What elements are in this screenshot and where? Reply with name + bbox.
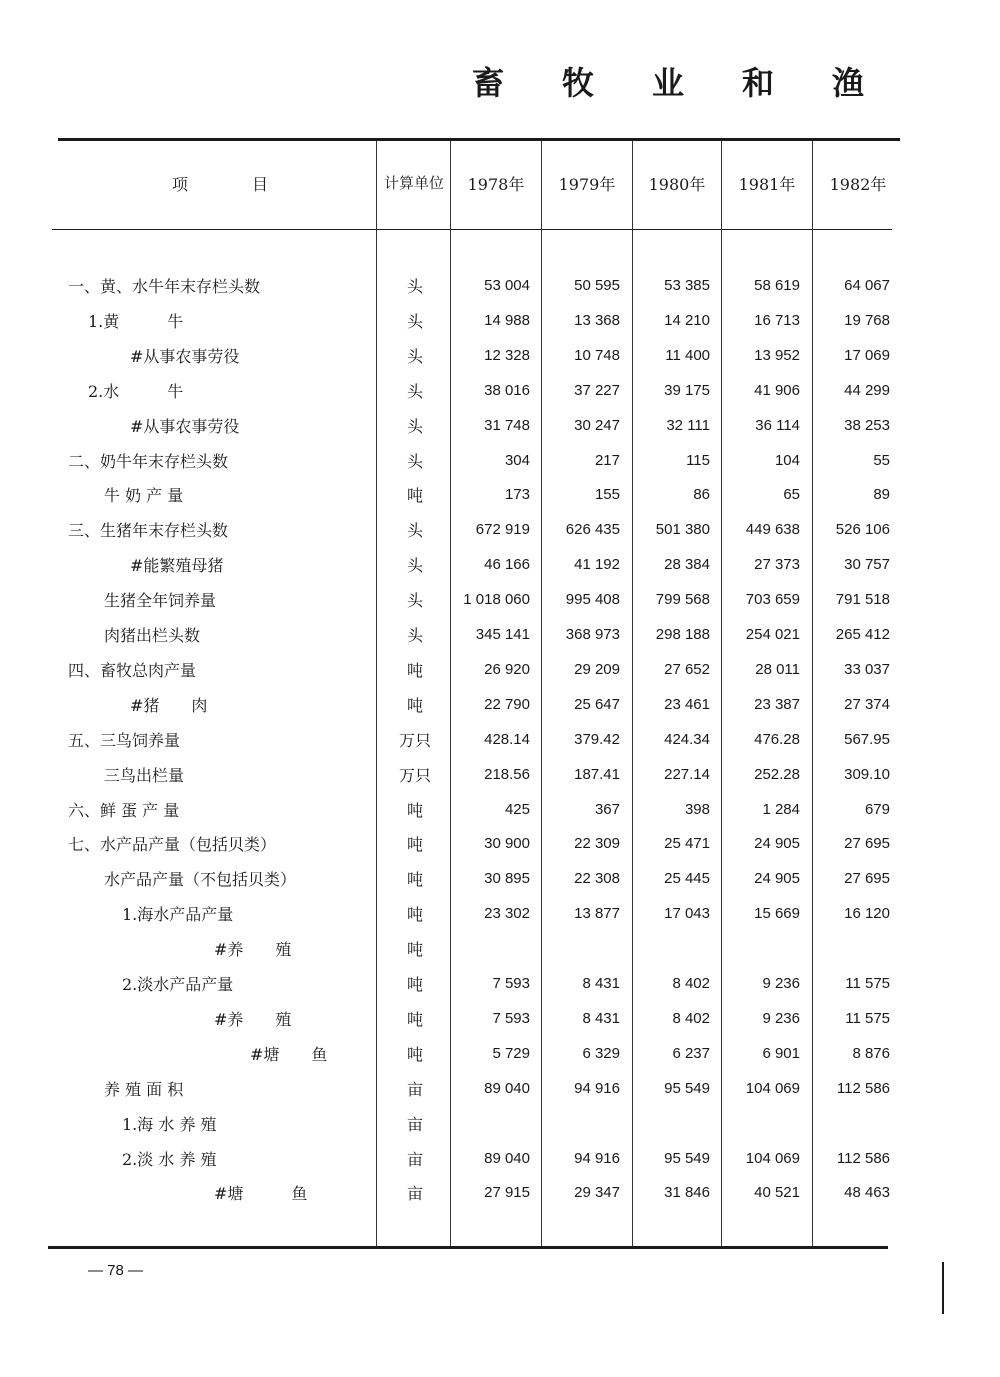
- row-value: 22 309: [574, 835, 620, 853]
- title-char: 和: [742, 64, 775, 102]
- row-unit: 吨: [406, 1009, 423, 1029]
- table-row: [0, 763, 1000, 798]
- row-value: 428.14: [484, 730, 530, 748]
- row-value: 476.28: [754, 730, 800, 748]
- row-label: 肉猪出栏头数: [104, 626, 201, 645]
- row-value: 86: [693, 486, 710, 504]
- row-value: 16 120: [844, 905, 890, 923]
- row-label: 1.海水产品产量: [122, 905, 234, 925]
- row-value: 227.14: [664, 765, 710, 783]
- row-value: 104 069: [745, 1079, 800, 1097]
- row-unit: 亩: [406, 1114, 423, 1134]
- row-unit: 亩: [406, 1149, 423, 1169]
- row-value: 13 952: [754, 346, 800, 364]
- row-label: #能繁殖母猪: [130, 556, 224, 576]
- row-value: 672 919: [475, 521, 530, 539]
- row-value: 8 431: [582, 975, 620, 992]
- row-value: 254 021: [745, 626, 800, 643]
- row-value: 27 652: [664, 660, 710, 678]
- row-value: 89 040: [484, 1079, 530, 1097]
- row-value: 27 695: [844, 835, 890, 853]
- table-row: [0, 937, 1000, 972]
- title-char: 业: [652, 64, 685, 102]
- row-value: 14 210: [664, 311, 710, 329]
- row-value: 65: [783, 486, 800, 504]
- row-value: 38 253: [844, 416, 890, 434]
- row-value: 31 846: [664, 1184, 710, 1202]
- row-value: 22 790: [484, 695, 530, 713]
- row-unit: 吨: [406, 486, 423, 506]
- row-value: 95 549: [664, 1149, 710, 1167]
- row-value: 16 713: [754, 311, 800, 329]
- row-value: 58 619: [754, 277, 800, 294]
- row-unit: 头: [406, 346, 423, 366]
- row-value: 298 188: [655, 626, 710, 643]
- row-label: 水产品产量（不包括贝类）: [104, 870, 297, 890]
- row-value: 41 192: [574, 556, 620, 574]
- table-row: [0, 658, 1000, 693]
- row-label: #塘 鱼: [214, 1184, 308, 1204]
- row-value: 26 920: [484, 660, 530, 678]
- header-item: 项 目: [171, 175, 268, 194]
- table-row: [0, 483, 1000, 518]
- header-unit: 计算单位: [383, 174, 444, 192]
- row-value: 53 385: [664, 277, 710, 294]
- table-row: [0, 902, 1000, 937]
- row-value: 23 461: [664, 695, 710, 713]
- row-value: 104 069: [745, 1149, 800, 1167]
- row-value: 703 659: [745, 591, 800, 609]
- row-unit: 头: [406, 451, 423, 471]
- row-value: 9 236: [762, 1009, 800, 1027]
- row-value: 9 236: [762, 975, 800, 992]
- row-value: 27 695: [844, 870, 890, 888]
- row-value: 19 768: [844, 311, 890, 329]
- table-top-rule: [58, 138, 900, 141]
- row-value: 12 328: [484, 346, 530, 364]
- row-value: 115: [686, 451, 710, 469]
- title-char: 牧: [562, 64, 595, 102]
- row-value: 29 347: [574, 1184, 620, 1202]
- table-row: [0, 1112, 1000, 1147]
- row-value: 17 043: [664, 905, 710, 923]
- row-label: 三鸟出栏量: [104, 765, 185, 785]
- row-value: 309.10: [844, 765, 890, 783]
- row-value: 94 916: [574, 1079, 620, 1097]
- row-value: 8 431: [582, 1009, 620, 1027]
- row-value: 11 575: [845, 1009, 890, 1027]
- page-title: [472, 58, 922, 104]
- row-value: 626 435: [565, 521, 620, 539]
- row-value: 304: [504, 451, 530, 469]
- row-value: 367: [594, 800, 620, 818]
- row-value: 32 111: [666, 416, 710, 434]
- row-value: 29 209: [574, 660, 620, 678]
- row-unit: 吨: [406, 870, 423, 890]
- row-value: 368 973: [565, 626, 620, 643]
- row-value: 112 586: [836, 1149, 890, 1167]
- row-unit: 亩: [406, 1079, 423, 1099]
- row-value: 1 018 060: [463, 591, 530, 609]
- row-label: 生猪全年饲养量: [104, 591, 217, 611]
- row-label: 1.海 水 养 殖: [122, 1114, 217, 1134]
- title-char: 畜: [472, 64, 505, 102]
- row-value: 187.41: [574, 765, 620, 783]
- row-value: 27 374: [844, 695, 890, 713]
- row-value: 30 757: [844, 556, 890, 574]
- table-row: [0, 1042, 1000, 1077]
- row-value: 28 011: [755, 660, 800, 678]
- table-row: [0, 1007, 1000, 1042]
- row-value: 46 166: [484, 556, 530, 574]
- table-row: [0, 344, 1000, 379]
- row-value: 6 237: [672, 1044, 710, 1062]
- table-row: [0, 832, 1000, 867]
- row-value: 89: [873, 486, 890, 504]
- row-value: 501 380: [655, 521, 710, 539]
- table-row: [0, 553, 1000, 588]
- row-value: 1 284: [762, 800, 800, 818]
- row-value: 425: [504, 800, 530, 818]
- row-value: 28 384: [664, 556, 710, 574]
- row-value: 27 373: [754, 556, 800, 574]
- header-year: 1980年: [648, 175, 706, 194]
- row-value: 13 368: [574, 311, 620, 329]
- table-row: [0, 1181, 1000, 1216]
- row-value: 379.42: [574, 730, 620, 748]
- table-row: [0, 972, 1000, 1007]
- row-label: 1.黄 牛: [88, 311, 184, 331]
- row-label: 二、奶牛年末存栏头数: [68, 451, 229, 471]
- row-label: 2.淡水产品产量: [122, 975, 234, 994]
- row-value: 31 748: [484, 416, 530, 434]
- row-unit: 吨: [406, 940, 423, 960]
- row-value: 25 471: [664, 835, 710, 853]
- header-year: 1979年: [558, 175, 616, 194]
- row-value: 36 114: [755, 416, 800, 434]
- table-row: [0, 518, 1000, 553]
- table-bottom-rule: [48, 1246, 888, 1249]
- row-label: 2.淡 水 养 殖: [122, 1149, 217, 1169]
- row-value: 10 748: [574, 346, 620, 364]
- row-label: 2.水 牛: [88, 381, 184, 401]
- row-value: 449 638: [745, 521, 800, 539]
- row-value: 8 876: [852, 1044, 890, 1062]
- row-unit: 吨: [406, 905, 423, 925]
- row-value: 14 988: [484, 311, 530, 329]
- title-char: 渔: [832, 64, 865, 102]
- row-value: 17 069: [844, 346, 890, 364]
- row-unit: 吨: [406, 835, 423, 855]
- row-value: 7 593: [492, 1009, 530, 1027]
- row-value: 155: [594, 486, 620, 504]
- row-unit: 万只: [398, 765, 431, 785]
- page-number: — 78 —: [88, 1262, 144, 1279]
- table-row: [0, 309, 1000, 344]
- row-value: 104: [774, 451, 800, 469]
- row-value: 48 463: [844, 1184, 890, 1202]
- table-row: [0, 1077, 1000, 1112]
- row-value: 95 549: [664, 1079, 710, 1097]
- row-value: 25 647: [574, 695, 620, 713]
- row-unit: 头: [406, 626, 423, 645]
- row-value: 11 400: [665, 346, 710, 364]
- row-value: 6 329: [582, 1044, 620, 1062]
- table-row: [0, 274, 1000, 309]
- table-row: [0, 1147, 1000, 1182]
- row-value: 27 915: [484, 1184, 530, 1202]
- row-unit: 吨: [406, 800, 423, 820]
- row-value: 30 900: [484, 835, 530, 853]
- row-value: 8 402: [672, 975, 710, 992]
- row-value: 8 402: [672, 1009, 710, 1027]
- row-value: 345 141: [475, 626, 530, 643]
- row-value: 23 387: [754, 695, 800, 713]
- table-row: [0, 867, 1000, 902]
- row-label: 七、水产品产量（包括贝类）: [68, 835, 277, 855]
- row-value: 526 106: [835, 521, 890, 539]
- row-value: 13 877: [574, 905, 620, 923]
- row-label: #从事农事劳役: [130, 416, 240, 436]
- row-value: 24 905: [754, 870, 800, 888]
- row-label: 五、三鸟饲养量: [68, 730, 181, 750]
- row-value: 39 175: [664, 381, 710, 399]
- row-unit: 头: [406, 277, 423, 296]
- row-label: 四、畜牧总肉产量: [68, 660, 197, 680]
- row-value: 38 016: [484, 381, 530, 399]
- row-unit: 头: [406, 591, 423, 611]
- row-value: 53 004: [484, 277, 530, 294]
- row-value: 40 521: [754, 1184, 800, 1202]
- page-edge-mark: [942, 1262, 944, 1314]
- table-row: [0, 379, 1000, 414]
- row-value: 50 595: [574, 277, 620, 294]
- row-value: 995 408: [565, 591, 620, 609]
- row-label: 养 殖 面 积: [104, 1079, 184, 1099]
- row-value: 398: [684, 800, 710, 818]
- row-unit: 头: [406, 381, 423, 401]
- row-value: 218.56: [484, 765, 530, 783]
- row-value: 217: [594, 451, 620, 469]
- row-value: 25 445: [664, 870, 710, 888]
- row-label: #养 殖: [214, 1009, 292, 1029]
- row-label: 六、鲜 蛋 产 量: [68, 800, 180, 820]
- row-value: 94 916: [574, 1149, 620, 1167]
- table-row: [0, 588, 1000, 623]
- row-unit: 吨: [406, 695, 423, 715]
- row-value: 791 518: [835, 591, 890, 609]
- row-value: 44 299: [844, 381, 890, 399]
- row-label: #从事农事劳役: [130, 346, 240, 366]
- row-value: 64 067: [844, 277, 890, 294]
- row-value: 11 575: [845, 975, 890, 992]
- table-row: [0, 623, 1000, 658]
- row-value: 265 412: [835, 626, 890, 643]
- row-value: 89 040: [484, 1149, 530, 1167]
- row-unit: 吨: [406, 975, 423, 994]
- row-value: 567.95: [844, 730, 890, 748]
- header-year: 1982年: [829, 175, 887, 194]
- row-unit: 头: [406, 521, 423, 541]
- row-unit: 头: [406, 311, 423, 331]
- row-unit: 吨: [406, 1044, 423, 1064]
- row-label: #养 殖: [214, 940, 292, 960]
- row-value: 30 247: [574, 416, 620, 434]
- header-bottom-rule: [52, 229, 892, 230]
- row-unit: 头: [406, 416, 423, 436]
- row-value: 24 905: [754, 835, 800, 853]
- table-row: [0, 728, 1000, 763]
- header-year: 1978年: [467, 175, 525, 194]
- row-label: #塘 鱼: [250, 1044, 328, 1064]
- row-value: 22 308: [574, 870, 620, 888]
- table-row: [0, 414, 1000, 449]
- row-unit: 亩: [406, 1184, 423, 1204]
- row-value: 30 895: [484, 870, 530, 888]
- row-unit: 头: [406, 556, 423, 576]
- row-value: 424.34: [664, 730, 710, 748]
- row-value: 33 037: [844, 660, 890, 678]
- table-row: [0, 449, 1000, 484]
- row-value: 55: [873, 451, 890, 469]
- row-unit: 万只: [398, 730, 431, 750]
- row-value: 6 901: [762, 1044, 800, 1062]
- row-value: 15 669: [754, 905, 800, 923]
- row-label: 三、生猪年末存栏头数: [68, 521, 229, 541]
- row-value: 37 227: [574, 381, 620, 399]
- row-value: 41 906: [754, 381, 800, 399]
- table-row: [0, 693, 1000, 728]
- row-value: 173: [504, 486, 530, 504]
- row-value: 252.28: [754, 765, 800, 783]
- row-value: 679: [864, 800, 890, 818]
- row-value: 7 593: [492, 975, 530, 992]
- row-value: 799 568: [655, 591, 710, 609]
- row-value: 112 586: [836, 1079, 890, 1097]
- row-label: #猪 肉: [130, 695, 208, 715]
- row-label: 牛 奶 产 量: [104, 486, 184, 506]
- table-row: [0, 798, 1000, 833]
- header-year: 1981年: [738, 175, 796, 194]
- row-label: 一、黄、水牛年末存栏头数: [68, 277, 261, 296]
- row-unit: 吨: [406, 660, 423, 680]
- row-value: 23 302: [484, 905, 530, 923]
- row-value: 5 729: [492, 1044, 530, 1062]
